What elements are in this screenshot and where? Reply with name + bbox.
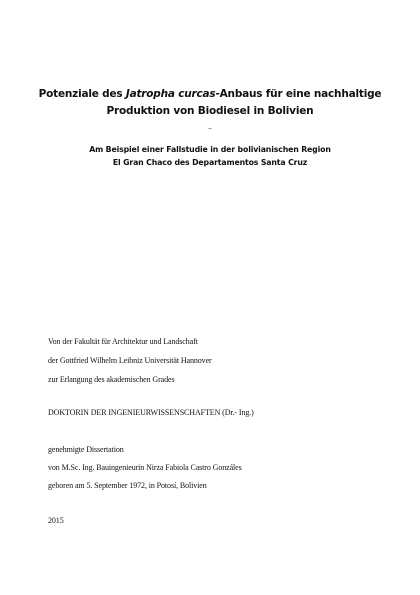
title-prefix: Potenziale des (38, 88, 126, 100)
title-suffix: -Anbaus für eine nachhaltige (215, 88, 382, 100)
faculty-line-3: zur Erlangung des akademischen Grades (48, 375, 175, 384)
author-line: von M.Sc. Ing. Bauingenieurin Nirza Fabiola Castro Gonzáles (48, 463, 242, 472)
title-species: Jatropha curcas (125, 88, 216, 100)
subtitle-line-2: El Gran Chaco des Departamentos Santa Cruz (112, 158, 308, 167)
year-line: 2015 (48, 516, 64, 525)
faculty-line-2: der Gottfried Wilhelm Leibniz Universität Hannover (48, 356, 212, 365)
faculty-line-1: Von der Fakultät für Architektur und Landschaft (48, 337, 198, 346)
title-line-2: Produktion von Biodiesel in Bolivien (106, 105, 314, 117)
subtitle-line-1: Am Beispiel einer Fallstudie in der bolivianischen Region (89, 145, 331, 154)
separator: _ (208, 122, 212, 129)
degree-line: DOKTORIN DER INGENIEURWISSENSCHAFTEN (Dr.- Ing.) (48, 408, 254, 417)
title-line-1 (0, 86, 420, 103)
birth-line: geboren am 5. September 1972, in Potosí, Bolivien (48, 481, 207, 490)
approval-line: genehmigte Dissertation (48, 445, 124, 454)
